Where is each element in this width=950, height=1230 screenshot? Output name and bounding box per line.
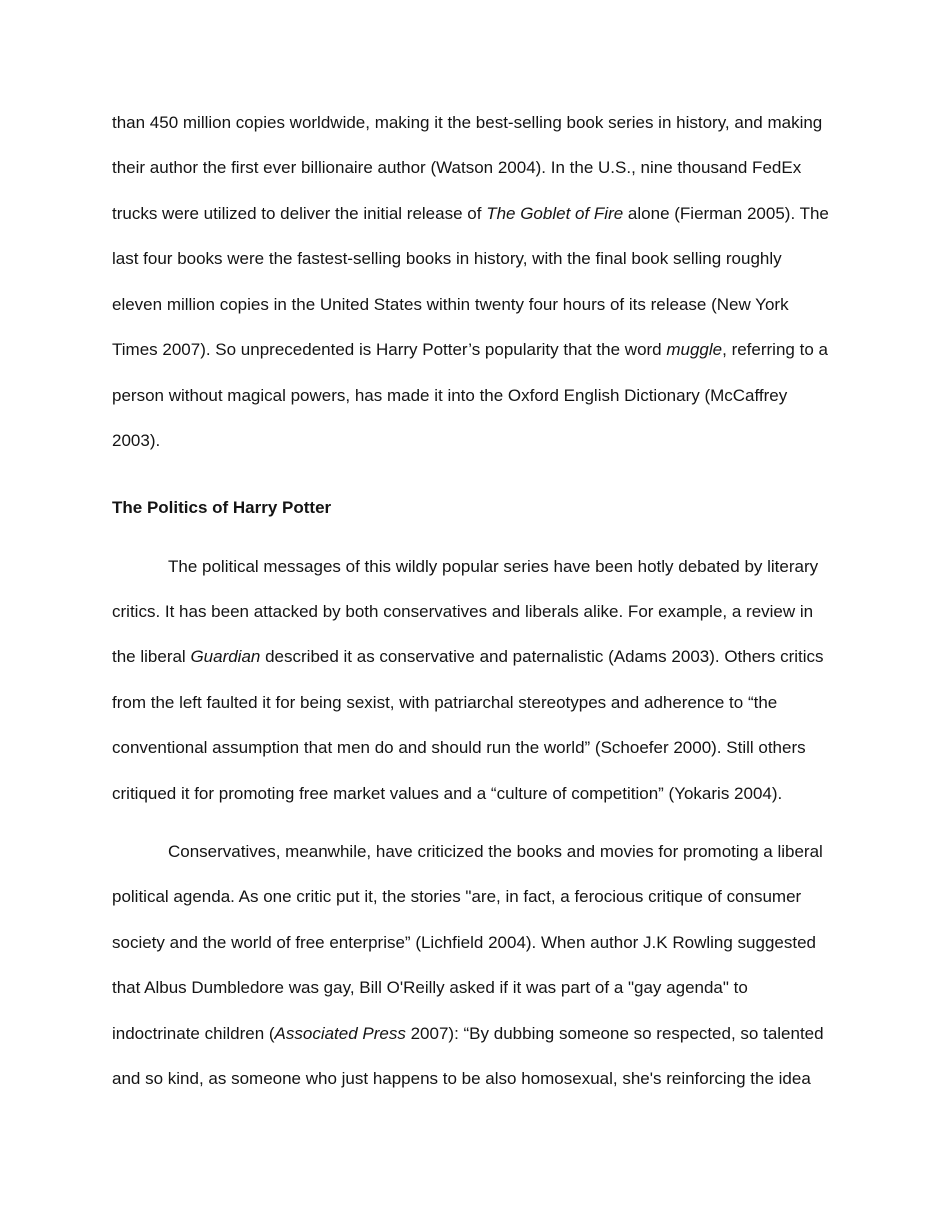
text-span: 2007): “By dubbing someone so respected, so talented [405, 1024, 824, 1043]
section-heading: The Politics of Harry Potter [112, 498, 332, 517]
text-span: indoctrinate children ( [112, 1024, 275, 1043]
italic-term: muggle [666, 340, 723, 359]
paragraph-3-line-4: that Albus Dumbledore was gay, Bill O'Reilly asked if it was part of a "gay agenda" to [112, 978, 748, 997]
paragraph-3-line-2: political agenda. As one critic put it, the stories "are, in fact, a ferocious critique of consumer [112, 887, 802, 906]
paragraph-2-line-6: critiqued it for promoting free market values and a “culture of competition” (Yokaris 2004). [112, 784, 783, 803]
text-span: trucks were utilized to deliver the initial release of [112, 204, 487, 223]
paragraph-1-line-4: last four books were the fastest-selling books in history, with the final book selling roughly [112, 249, 782, 268]
paragraph-3-line-3: society and the world of free enterprise” (Lichfield 2004). When author J.K Rowling suggested [112, 933, 816, 952]
paragraph-1-line-8: 2003). [112, 431, 161, 450]
paragraph-2-line-3 [112, 646, 824, 668]
paragraph-2-line-5: conventional assumption that men do and should run the world” (Schoefer 2000). Still others [112, 738, 806, 757]
text-span: alone (Fierman 2005). The [623, 204, 829, 223]
paragraph-1-line-6 [112, 339, 828, 361]
publication-italic: Guardian [190, 647, 261, 666]
paragraph-2-line-4: from the left faulted it for being sexist, with patriarchal stereotypes and adherence to “the [112, 693, 778, 712]
publication-italic: Associated Press [274, 1024, 406, 1043]
text-span: Times 2007). So unprecedented is Harry Potter’s popularity that the word [112, 340, 667, 359]
paragraph-1-line-3 [112, 203, 829, 225]
text-span: the liberal [112, 647, 191, 666]
paragraph-1-line-2: their author the first ever billionaire author (Watson 2004). In the U.S., nine thousand FedEx [112, 158, 802, 177]
paragraph-1-line-7: person without magical powers, has made it into the Oxford English Dictionary (McCaffrey [112, 386, 788, 405]
text-span: described it as conservative and paternalistic (Adams 2003). Others critics [260, 647, 824, 666]
paragraph-1-line-1: than 450 million copies worldwide, making it the best-selling book series in history, and making [112, 113, 823, 132]
book-title-italic: The Goblet of Fire [486, 204, 624, 223]
paragraph-3-line-5 [112, 1023, 824, 1045]
text-span: , referring to a [722, 340, 828, 359]
paragraph-1-line-5: eleven million copies in the United States within twenty four hours of its release (New York [112, 295, 789, 314]
paragraph-3-line-1: Conservatives, meanwhile, have criticized the books and movies for promoting a liberal [168, 842, 823, 861]
paragraph-2-line-1: The political messages of this wildly popular series have been hotly debated by literary [168, 557, 819, 576]
paragraph-2-line-2: critics. It has been attacked by both conservatives and liberals alike. For example, a review in [112, 602, 814, 621]
paragraph-3-line-6: and so kind, as someone who just happens to be also homosexual, she's reinforcing the idea [112, 1069, 811, 1088]
